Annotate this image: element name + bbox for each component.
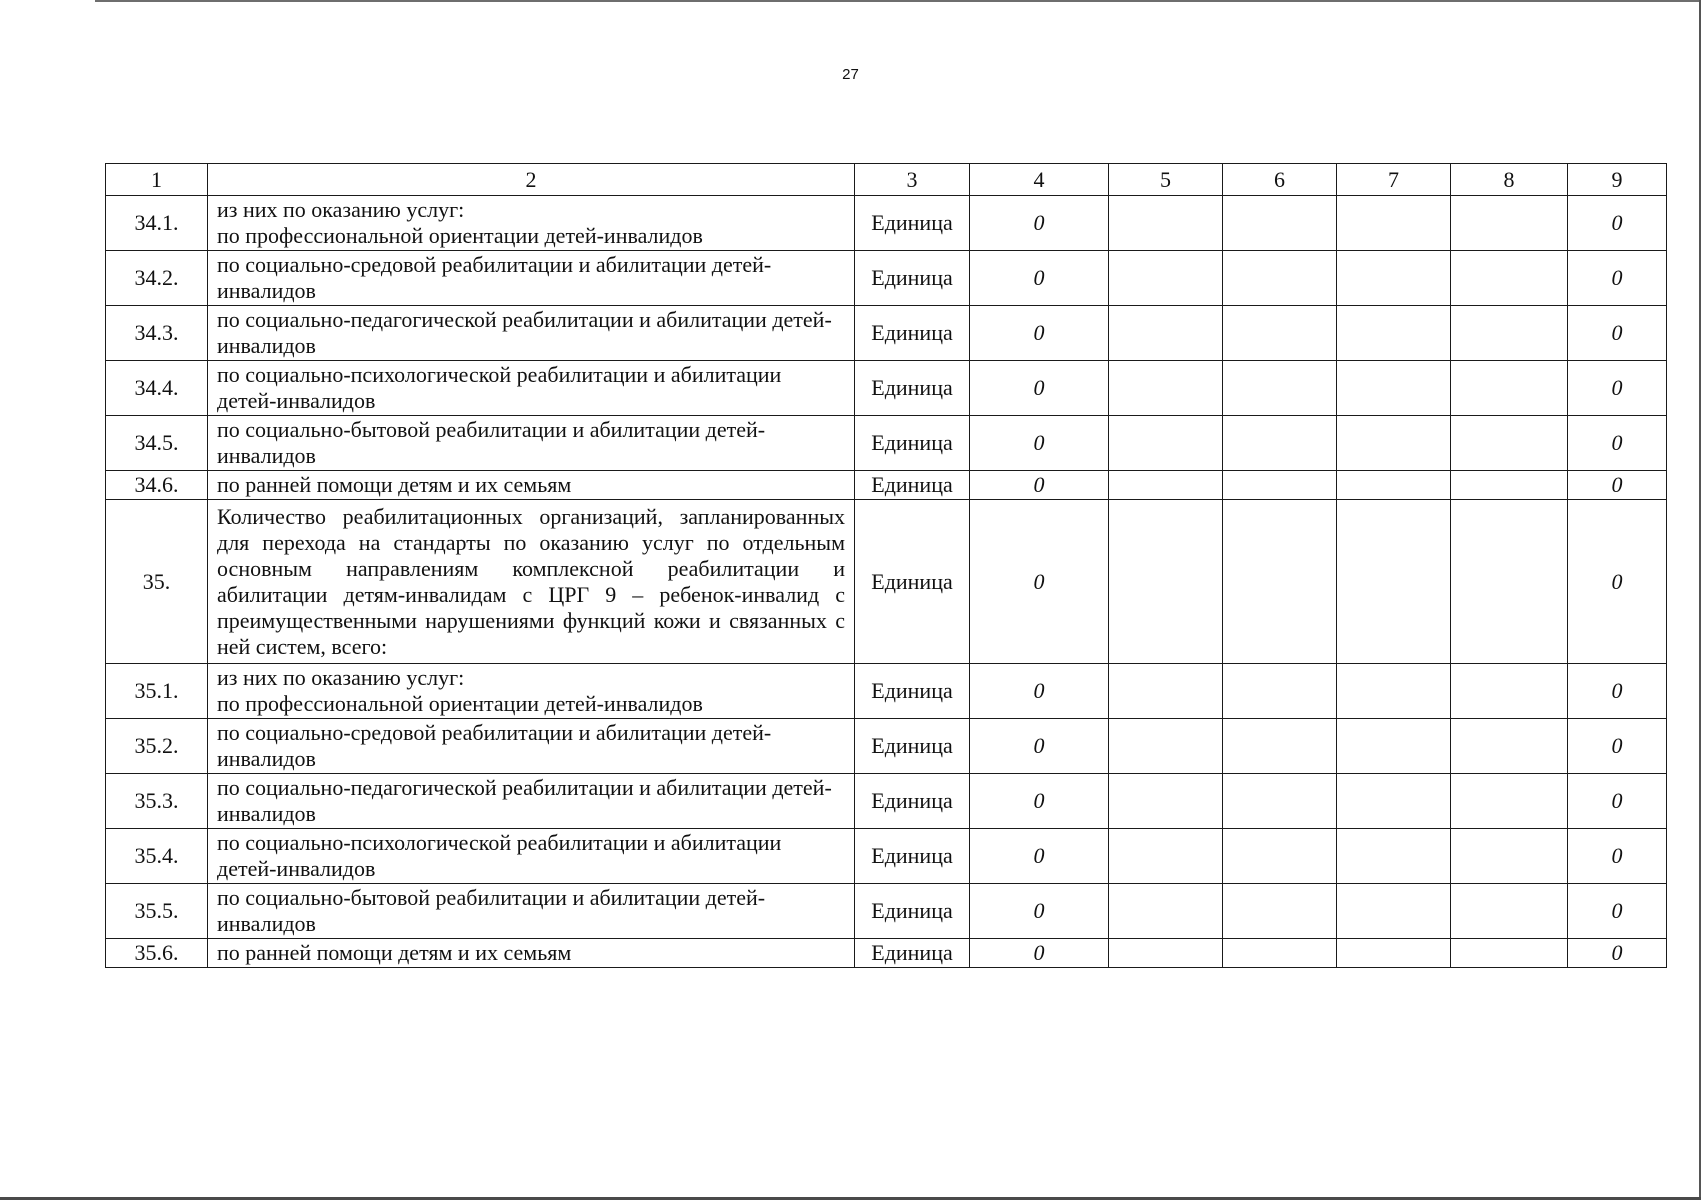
value-col-4: 0 [970, 774, 1109, 829]
row-number: 34.3. [106, 306, 208, 361]
value-col-7 [1337, 416, 1451, 471]
value-col-9: 0 [1568, 884, 1667, 939]
value-col-4: 0 [970, 500, 1109, 664]
value-col-4: 0 [970, 196, 1109, 251]
table-row [106, 471, 1667, 500]
value-col-9: 0 [1568, 774, 1667, 829]
row-description: из них по оказанию услуг: по профессиональной ориентации детей-инвалидов [208, 196, 855, 251]
row-description: по ранней помощи детям и их семьям [208, 939, 855, 968]
value-col-6 [1223, 829, 1337, 884]
table-row [106, 251, 1667, 306]
value-col-4: 0 [970, 939, 1109, 968]
header-cell: 8 [1451, 164, 1568, 196]
value-col-8 [1451, 884, 1568, 939]
value-col-5 [1109, 500, 1223, 664]
value-col-8 [1451, 196, 1568, 251]
value-col-8 [1451, 774, 1568, 829]
value-col-4: 0 [970, 829, 1109, 884]
value-col-5 [1109, 251, 1223, 306]
value-col-7 [1337, 306, 1451, 361]
table-row [106, 361, 1667, 416]
value-col-6 [1223, 939, 1337, 968]
row-unit: Единица [855, 361, 970, 416]
header-cell: 1 [106, 164, 208, 196]
value-col-8 [1451, 939, 1568, 968]
row-unit: Единица [855, 774, 970, 829]
value-col-4: 0 [970, 251, 1109, 306]
row-number: 35.4. [106, 829, 208, 884]
row-unit: Единица [855, 719, 970, 774]
row-number: 35.5. [106, 884, 208, 939]
row-unit: Единица [855, 416, 970, 471]
row-unit: Единица [855, 939, 970, 968]
value-col-7 [1337, 774, 1451, 829]
header-cell: 5 [1109, 164, 1223, 196]
table-row [106, 774, 1667, 829]
value-col-7 [1337, 719, 1451, 774]
value-col-4: 0 [970, 719, 1109, 774]
value-col-4: 0 [970, 471, 1109, 500]
value-col-7 [1337, 939, 1451, 968]
header-cell: 4 [970, 164, 1109, 196]
header-row [106, 164, 1667, 196]
value-col-6 [1223, 664, 1337, 719]
value-col-7 [1337, 196, 1451, 251]
row-description: по социально-психологической реабилитации и абилитации детей-инвалидов [208, 829, 855, 884]
row-number: 34.5. [106, 416, 208, 471]
value-col-8 [1451, 500, 1568, 664]
value-col-7 [1337, 829, 1451, 884]
value-col-5 [1109, 306, 1223, 361]
scan-edge-top [95, 0, 1701, 2]
row-unit: Единица [855, 664, 970, 719]
value-col-5 [1109, 664, 1223, 719]
value-col-6 [1223, 719, 1337, 774]
row-number: 35.1. [106, 664, 208, 719]
value-col-7 [1337, 664, 1451, 719]
row-number: 35. [106, 500, 208, 664]
value-col-5 [1109, 361, 1223, 416]
value-col-6 [1223, 361, 1337, 416]
indicators-table [105, 163, 1667, 968]
value-col-5 [1109, 719, 1223, 774]
value-col-7 [1337, 884, 1451, 939]
value-col-7 [1337, 251, 1451, 306]
value-col-7 [1337, 500, 1451, 664]
value-col-9: 0 [1568, 416, 1667, 471]
header-cell: 6 [1223, 164, 1337, 196]
value-col-9: 0 [1568, 719, 1667, 774]
value-col-6 [1223, 774, 1337, 829]
value-col-4: 0 [970, 306, 1109, 361]
value-col-8 [1451, 306, 1568, 361]
value-col-5 [1109, 471, 1223, 500]
row-description: по социально-средовой реабилитации и абилитации детей-инвалидов [208, 251, 855, 306]
row-description: по социально-психологической реабилитации и абилитации детей-инвалидов [208, 361, 855, 416]
table-row [106, 306, 1667, 361]
row-unit: Единица [855, 196, 970, 251]
row-description: по социально-средовой реабилитации и абилитации детей-инвалидов [208, 719, 855, 774]
value-col-6 [1223, 500, 1337, 664]
value-col-7 [1337, 471, 1451, 500]
value-col-8 [1451, 251, 1568, 306]
row-unit: Единица [855, 500, 970, 664]
header-cell: 2 [208, 164, 855, 196]
value-col-4: 0 [970, 664, 1109, 719]
value-col-9: 0 [1568, 939, 1667, 968]
value-col-5 [1109, 829, 1223, 884]
value-col-9: 0 [1568, 361, 1667, 416]
value-col-8 [1451, 361, 1568, 416]
value-col-8 [1451, 829, 1568, 884]
row-unit: Единица [855, 829, 970, 884]
value-col-5 [1109, 774, 1223, 829]
row-unit: Единица [855, 306, 970, 361]
value-col-9: 0 [1568, 196, 1667, 251]
value-col-7 [1337, 361, 1451, 416]
row-unit: Единица [855, 251, 970, 306]
row-description: по социально-бытовой реабилитации и абилитации детей-инвалидов [208, 416, 855, 471]
row-number: 35.6. [106, 939, 208, 968]
table-row [106, 196, 1667, 251]
row-number: 35.3. [106, 774, 208, 829]
row-number: 34.1. [106, 196, 208, 251]
row-description: Количество реабилитационных организаций, запланированных для перехода на стандарты по оказанию услуг по отдельным основным направлениям комплексной реабилитации и абилитации детям-инвалидам с ЦРГ 9 – ребенок-инвалид с преимущественными нарушениями функций кожи и связанных с ней систем, всего: [208, 500, 855, 664]
table-row [106, 719, 1667, 774]
value-col-6 [1223, 251, 1337, 306]
row-description: по социально-педагогической реабилитации и абилитации детей-инвалидов [208, 774, 855, 829]
value-col-9: 0 [1568, 471, 1667, 500]
value-col-5 [1109, 196, 1223, 251]
value-col-9: 0 [1568, 829, 1667, 884]
header-cell: 9 [1568, 164, 1667, 196]
table-row [106, 884, 1667, 939]
value-col-6 [1223, 306, 1337, 361]
value-col-5 [1109, 939, 1223, 968]
value-col-6 [1223, 471, 1337, 500]
value-col-5 [1109, 416, 1223, 471]
value-col-4: 0 [970, 884, 1109, 939]
row-number: 35.2. [106, 719, 208, 774]
value-col-6 [1223, 416, 1337, 471]
header-cell: 7 [1337, 164, 1451, 196]
row-unit: Единица [855, 471, 970, 500]
row-description: по социально-педагогической реабилитации и абилитации детей-инвалидов [208, 306, 855, 361]
value-col-4: 0 [970, 361, 1109, 416]
page-number: 27 [842, 66, 859, 83]
row-number: 34.4. [106, 361, 208, 416]
value-col-4: 0 [970, 416, 1109, 471]
value-col-5 [1109, 884, 1223, 939]
row-description: по ранней помощи детям и их семьям [208, 471, 855, 500]
row-unit: Единица [855, 884, 970, 939]
row-number: 34.2. [106, 251, 208, 306]
value-col-9: 0 [1568, 306, 1667, 361]
row-description: по социально-бытовой реабилитации и абилитации детей-инвалидов [208, 884, 855, 939]
value-col-8 [1451, 719, 1568, 774]
value-col-8 [1451, 471, 1568, 500]
value-col-9: 0 [1568, 664, 1667, 719]
value-col-8 [1451, 416, 1568, 471]
value-col-9: 0 [1568, 251, 1667, 306]
table-row [106, 939, 1667, 968]
row-description: из них по оказанию услуг: по профессиональной ориентации детей-инвалидов [208, 664, 855, 719]
value-col-9: 0 [1568, 500, 1667, 664]
table-row [106, 416, 1667, 471]
value-col-6 [1223, 884, 1337, 939]
table-row [106, 500, 1667, 664]
table-row [106, 664, 1667, 719]
header-cell: 3 [855, 164, 970, 196]
value-col-6 [1223, 196, 1337, 251]
value-col-8 [1451, 664, 1568, 719]
table-row [106, 829, 1667, 884]
row-number: 34.6. [106, 471, 208, 500]
